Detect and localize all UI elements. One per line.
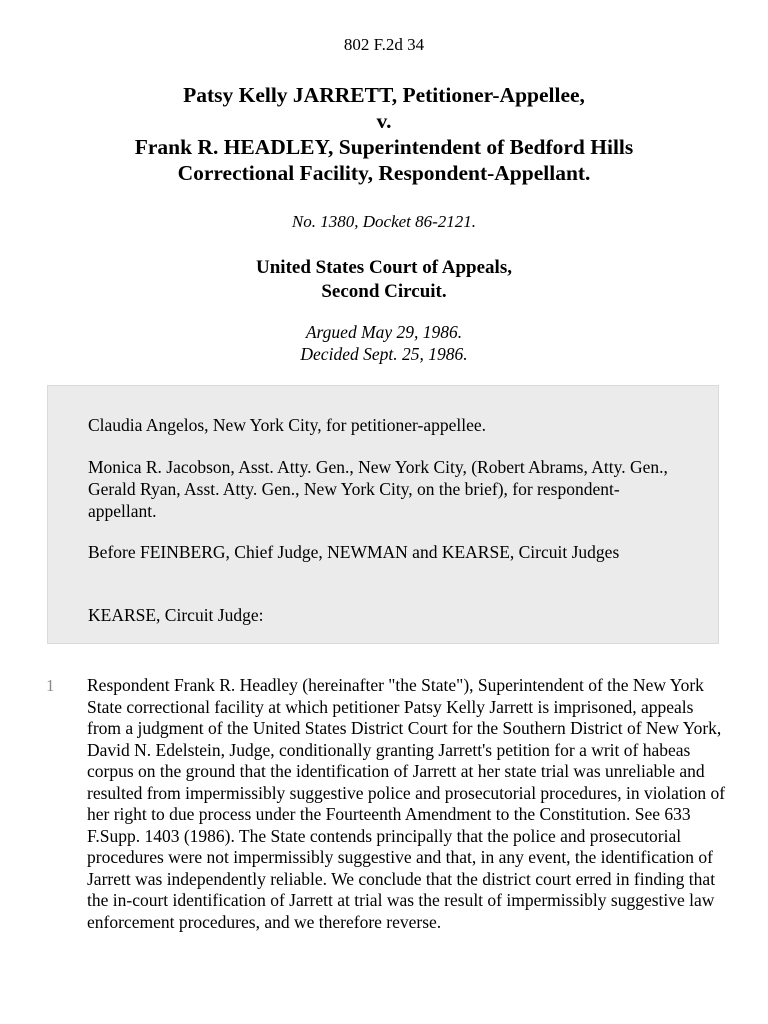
argued-date: Argued May 29, 1986.: [305, 322, 463, 342]
case-dates: [0, 321, 768, 365]
respondent-party-continued: Correctional Facility, Respondent-Appellant.: [177, 161, 591, 185]
petitioner-party: Patsy Kelly JARRETT, Petitioner-Appellee,: [183, 83, 585, 107]
court-name: [0, 256, 768, 304]
case-caption: [40, 82, 728, 186]
opinion-paragraph: Respondent Frank R. Headley (hereinafter "the State"), Superintendent of the New York State correctional facility at which petitioner Patsy Kelly Jarrett is imprisoned, appeals from a judgment of the United States District Court for the Southern District of New York, David N. Edelstein, Judge, conditionally granting Jarrett's petition for a writ of habeas corpus on the ground that the identification of Jarrett at her state trial was unreliable and resulted from impermissibly suggestive police and prosecutorial procedures, in violation of her right to due process under the Fourteenth Amendment to the Constitution. See 633 F.Supp. 1403 (1986). The State contends principally that the police and prosecutorial procedures were not impermissibly suggestive and that, in any event, the identification of Jarrett was independently reliable. We conclude that the district court erred in finding that the in-court identification of Jarrett at trial was the result of impermissibly suggestive law enforcement procedures, and we therefore reverse.: [87, 675, 726, 932]
judges-panel: Before FEINBERG, Chief Judge, NEWMAN and KEARSE, Circuit Judges: [88, 542, 620, 562]
docket-number: No. 1380, Docket 86-2121.: [291, 212, 477, 231]
court-name-line2: Second Circuit.: [321, 281, 447, 302]
counsel-panel: [47, 385, 719, 644]
versus-label: v.: [376, 109, 392, 133]
paragraph-number: 1: [46, 676, 55, 695]
case-citation: 802 F.2d 34: [343, 35, 425, 54]
petitioner-counsel: Claudia Angelos, New York City, for petitioner-appellee.: [88, 415, 487, 435]
opinion-author: KEARSE, Circuit Judge:: [88, 605, 264, 625]
respondent-party: Frank R. HEADLEY, Superintendent of Bedford Hills: [134, 135, 634, 159]
respondent-counsel: Monica R. Jacobson, Asst. Atty. Gen., New York City, (Robert Abrams, Atty. Gen., Gerald Ryan, Asst. Atty. Gen., New York City, on the brief), for respondent-appellant.: [88, 457, 668, 521]
decided-date: Decided Sept. 25, 1986.: [300, 344, 468, 364]
court-name-line1: United States Court of Appeals,: [256, 257, 512, 278]
